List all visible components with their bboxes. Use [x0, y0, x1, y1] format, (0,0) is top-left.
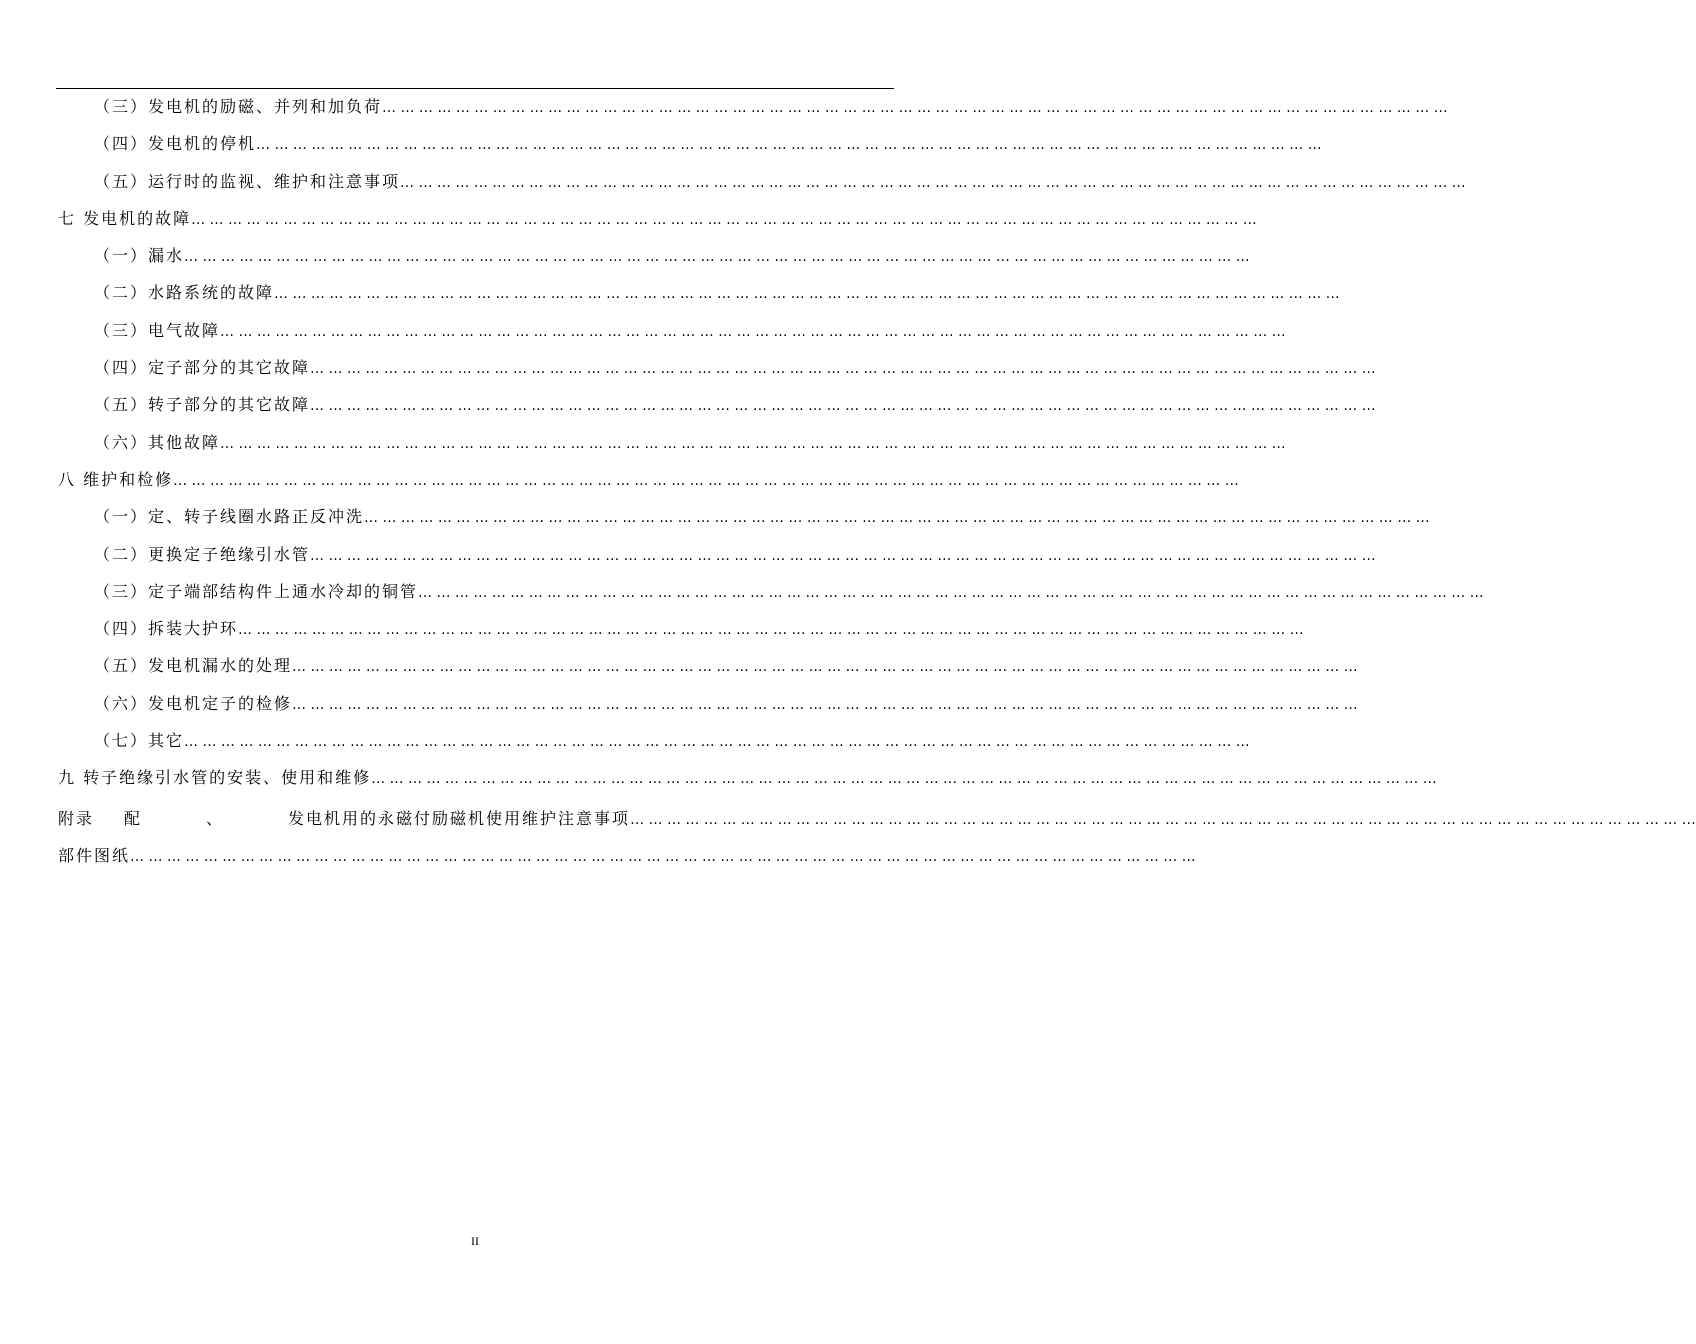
- appendix-fragment: 配: [124, 808, 143, 828]
- toc-entry-title: （六）发电机定子的检修: [94, 693, 293, 713]
- toc-entry: [58, 653, 1358, 690]
- appendix-separator: 、: [206, 808, 225, 828]
- toc-entry-title: （一）漏水: [94, 246, 185, 266]
- parts-drawing-title: 部件图纸: [58, 845, 131, 865]
- toc-entry: [58, 504, 1430, 541]
- toc-leader: … … … … … … … … … … … … … … … … … … … … … … … … … … … … … … … … … … … … … … … … … … … … … … … … … … … … … … … … … …: [130, 848, 1196, 865]
- toc-leader: … … … … … … … … … … … … … … … … … … … … … … … … … … … … … … … … … … … … … … … … … … … … … … … … … … … … … … … … … …: [382, 100, 1448, 116]
- toc-entry: [58, 169, 1466, 206]
- toc-entry: [58, 728, 1250, 765]
- toc-chapter: [58, 765, 1437, 802]
- toc-entry: [58, 318, 1286, 355]
- toc-leader: … … … … … … … … … … … … … … … … … … … … … … … … … … … … … … … … … … … … … … … … … … … … … … … … … … … … … … … … … …: [274, 286, 1340, 303]
- toc-entry-title: （四）拆装大护环: [94, 619, 239, 639]
- page-number: II: [471, 1234, 479, 1248]
- toc-entry: [58, 616, 1304, 653]
- toc-leader: … … … … … … … … … … … … … … … … … … … … … … … … … … … … … … … … … … … … … … … … … … … … … … … … … … … … … … … … … …: [238, 622, 1304, 639]
- toc-chapter-title: 九 转子绝缘引水管的安装、使用和维修: [58, 768, 372, 788]
- toc-entry-title: （二）水路系统的故障: [94, 283, 275, 303]
- toc-parts-drawing: [58, 843, 1196, 881]
- toc-leader: … … … … … … … … … … … … … … … … … … … … … … … … … … … … … … … … … … … … … … … … … … … … … … … … … … … … … … … … … …: [371, 771, 1437, 788]
- toc-leader: … … … … … … … … … … … … … … … … … … … … … … … … … … … … … … … … … … … … … … … … … … … … … … … … … … … … … … … … … …: [220, 435, 1286, 452]
- toc-entry-title: （四）发电机的停机: [94, 134, 257, 154]
- toc-leader: … … … … … … … … … … … … … … … … … … … … … … … … … … … … … … … … … … … … … … … … … … … … … … … … … … … … … … … … … …: [630, 811, 1696, 828]
- toc-entry-title: （五）运行时的监视、维护和注意事项: [94, 171, 401, 191]
- toc-entry: [58, 430, 1286, 467]
- toc-entry-title: （四）定子部分的其它故障: [94, 358, 311, 378]
- toc-leader: … … … … … … … … … … … … … … … … … … … … … … … … … … … … … … … … … … … … … … … … … … … … … … … … … … … … … … … … … …: [310, 547, 1376, 564]
- header-rule: [56, 88, 894, 89]
- toc-chapter: [58, 206, 1257, 243]
- toc-entry-title: （五）发电机漏水的处理: [94, 656, 293, 676]
- toc-entry-title: （五）转子部分的其它故障: [94, 395, 311, 415]
- toc-leader: … … … … … … … … … … … … … … … … … … … … … … … … … … … … … … … … … … … … … … … … … … … … … … … … … … … … … … … … … …: [310, 361, 1376, 378]
- toc-entry-title: （七）其它: [94, 731, 185, 751]
- toc-entry: [58, 542, 1376, 579]
- toc-entry: [58, 94, 1448, 131]
- toc-entry-title: （三）定子端部结构件上通水冷却的铜管: [94, 581, 419, 601]
- toc-leader: … … … … … … … … … … … … … … … … … … … … … … … … … … … … … … … … … … … … … … … … … … … … … … … … … … … … … … … … … …: [292, 696, 1358, 713]
- toc-entry: [58, 131, 1322, 168]
- toc-entry-title: （三）发电机的励磁、并列和加负荷: [94, 97, 383, 116]
- toc-leader: … … … … … … … … … … … … … … … … … … … … … … … … … … … … … … … … … … … … … … … … … … … … … … … … … … … … … … … … … …: [292, 659, 1358, 676]
- toc-chapter-title: 八 维护和检修: [58, 469, 174, 489]
- toc-entry: [58, 579, 1484, 616]
- toc-chapter: [58, 467, 1239, 504]
- toc-entry: [58, 243, 1250, 280]
- toc-leader: … … … … … … … … … … … … … … … … … … … … … … … … … … … … … … … … … … … … … … … … … … … … … … … … … … … … … … … … … …: [418, 584, 1484, 601]
- toc-entry: [58, 355, 1376, 392]
- appendix-label: 附录: [58, 808, 95, 828]
- toc-appendix: [58, 806, 1696, 843]
- toc-leader: … … … … … … … … … … … … … … … … … … … … … … … … … … … … … … … … … … … … … … … … … … … … … … … … … … … … … … … … … …: [184, 249, 1250, 266]
- table-of-contents: [58, 94, 1696, 881]
- toc-entry-title: （六）其他故障: [94, 432, 221, 452]
- toc-leader: … … … … … … … … … … … … … … … … … … … … … … … … … … … … … … … … … … … … … … … … … … … … … … … … … … … … … … … … … …: [310, 398, 1376, 415]
- toc-entry: [58, 691, 1358, 728]
- toc-entry: [58, 392, 1376, 429]
- toc-entry: [58, 280, 1340, 317]
- toc-leader: … … … … … … … … … … … … … … … … … … … … … … … … … … … … … … … … … … … … … … … … … … … … … … … … … … … … … … … … … …: [256, 137, 1322, 154]
- toc-entry-title: （一）定、转子线圈水路正反冲洗: [94, 507, 365, 527]
- toc-leader: … … … … … … … … … … … … … … … … … … … … … … … … … … … … … … … … … … … … … … … … … … … … … … … … … … … … … … … … … …: [364, 510, 1430, 527]
- toc-leader: … … … … … … … … … … … … … … … … … … … … … … … … … … … … … … … … … … … … … … … … … … … … … … … … … … … … … … … … … …: [220, 323, 1286, 340]
- toc-chapter-title: 七 发电机的故障: [58, 208, 192, 228]
- appendix-title: 发电机用的永磁付励磁机使用维护注意事项: [288, 808, 631, 828]
- toc-leader: … … … … … … … … … … … … … … … … … … … … … … … … … … … … … … … … … … … … … … … … … … … … … … … … … … … … … … … … … …: [400, 174, 1466, 191]
- toc-entry-title: （三）电气故障: [94, 320, 221, 340]
- toc-leader: … … … … … … … … … … … … … … … … … … … … … … … … … … … … … … … … … … … … … … … … … … … … … … … … … … … … … … … … … …: [184, 734, 1250, 751]
- toc-leader: … … … … … … … … … … … … … … … … … … … … … … … … … … … … … … … … … … … … … … … … … … … … … … … … … … … … … … … … … …: [173, 472, 1239, 489]
- toc-entry-title: （二）更换定子绝缘引水管: [94, 544, 311, 564]
- toc-leader: … … … … … … … … … … … … … … … … … … … … … … … … … … … … … … … … … … … … … … … … … … … … … … … … … … … … … … … … … …: [191, 211, 1257, 228]
